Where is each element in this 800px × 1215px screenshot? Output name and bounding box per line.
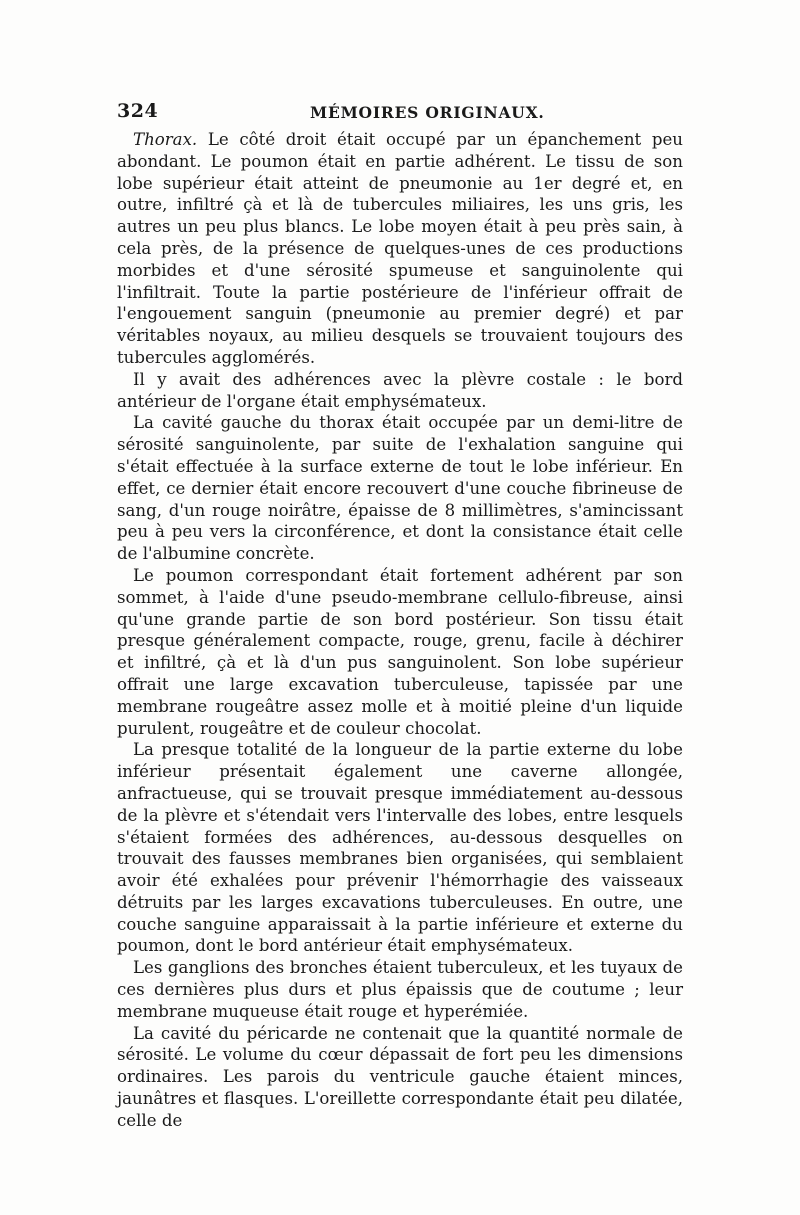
paragraph-thorax bbox=[117, 129, 683, 369]
running-head bbox=[117, 100, 683, 124]
paragraph-text: Il y avait des adhérences avec la plèvre costale : le bord antérieur de l'organe était emphysémateux. bbox=[117, 369, 683, 411]
paragraph-text: La cavité du péricarde ne contenait que la quantité normale de sérosité. Le volume du cœur dépassait de fort peu les dimensions ordinaires. Les parois du ventricule gauche étaient minces, jaunâtres et flasques. L'oreillette correspondante était peu dilatée, celle de bbox=[117, 1023, 683, 1130]
body-text bbox=[117, 129, 683, 1132]
paragraph-left-lung bbox=[117, 565, 683, 739]
paragraph-text: Le côté droit était occupé par un épanchement peu abondant. Le poumon était en partie adhérent. Le tissu de son lobe supérieur était atteint de pneumonie au 1er degré et, en outre, infiltré çà et là de tubercules miliaires, les uns gris, les autres un peu plus blancs. Le lobe moyen était à peu près sain, à cela près, de la présence de quelques-unes de ces productions morbides et d'une sérosité spumeuse et sanguinolente qui l'infiltrait. Toute la partie postérieure de l'inférieur offrait de l'engouement sanguin (pneumonie au premier degré) et par véritables noyaux, au milieu desquels se trouvaient toujours des tubercules agglomérés. bbox=[117, 130, 683, 367]
paragraph-text: La presque totalité de la longueur de la partie externe du lobe inférieur présentait également une caverne allongée, anfractueuse, qui se trouvait presque immédiatement au-dessous de la plèvre et s'étendait vers l'intervalle des lobes, entre lesquels s'étaient formées des adhérences, au-dessous desquelles on trouvait des fausses membranes bien organisées, qui semblaient avoir été exhalées pour prévenir l'hémorrhagie des vaisseaux détruits par les larges excavations tuberculeuses. En outre, une couche sanguine apparaissait à la partie inférieure et externe du poumon, dont le bord antérieur était emphysémateux. bbox=[117, 740, 683, 956]
running-title: MÉMOIRES ORIGINAUX. bbox=[310, 103, 545, 122]
page-number: 324 bbox=[117, 100, 159, 122]
paragraph-pericardium bbox=[117, 1023, 683, 1132]
paragraph-left-cavity bbox=[117, 412, 683, 565]
paragraph-bronchi bbox=[117, 957, 683, 1022]
paragraph-text: La cavité gauche du thorax était occupée par un demi-litre de sérosité sanguinolente, par suite de l'exhalation sanguine qui s'était effectuée à la surface externe de tout le lobe inférieur. En effet, ce dernier était encore recouvert d'une couche fibrineuse de sang, d'un rouge noirâtre, épaisse de 8 millimètres, s'amincissant peu à peu vers la circonférence, et dont la consistance était celle de l'albumine concrète. bbox=[117, 413, 683, 564]
paragraph-lower-lobe bbox=[117, 739, 683, 957]
paragraph-adherences bbox=[117, 369, 683, 413]
paragraph-text: Les ganglions des bronches étaient tuberculeux, et les tuyaux de ces dernières plus durs et plus épaissis que de coutume ; leur membrane muqueuse était rouge et hyperémiée. bbox=[117, 958, 683, 1021]
paragraph-text: Le poumon correspondant était fortement adhérent par son sommet, à l'aide d'une pseudo-membrane cellulo-fibreuse, ainsi qu'une grande partie de son bord postérieur. Son tissu était presque généralement compacte, rouge, grenu, facile à déchirer et infiltré, çà et là d'un pus sanguinolent. Son lobe supérieur offrait une large excavation tuberculeuse, tapissée par une membrane rougeâtre assez molle et à moitié pleine d'un liquide purulent, rougeâtre et de couleur chocolat. bbox=[117, 565, 683, 738]
paragraph-lead: Thorax. bbox=[133, 130, 198, 149]
